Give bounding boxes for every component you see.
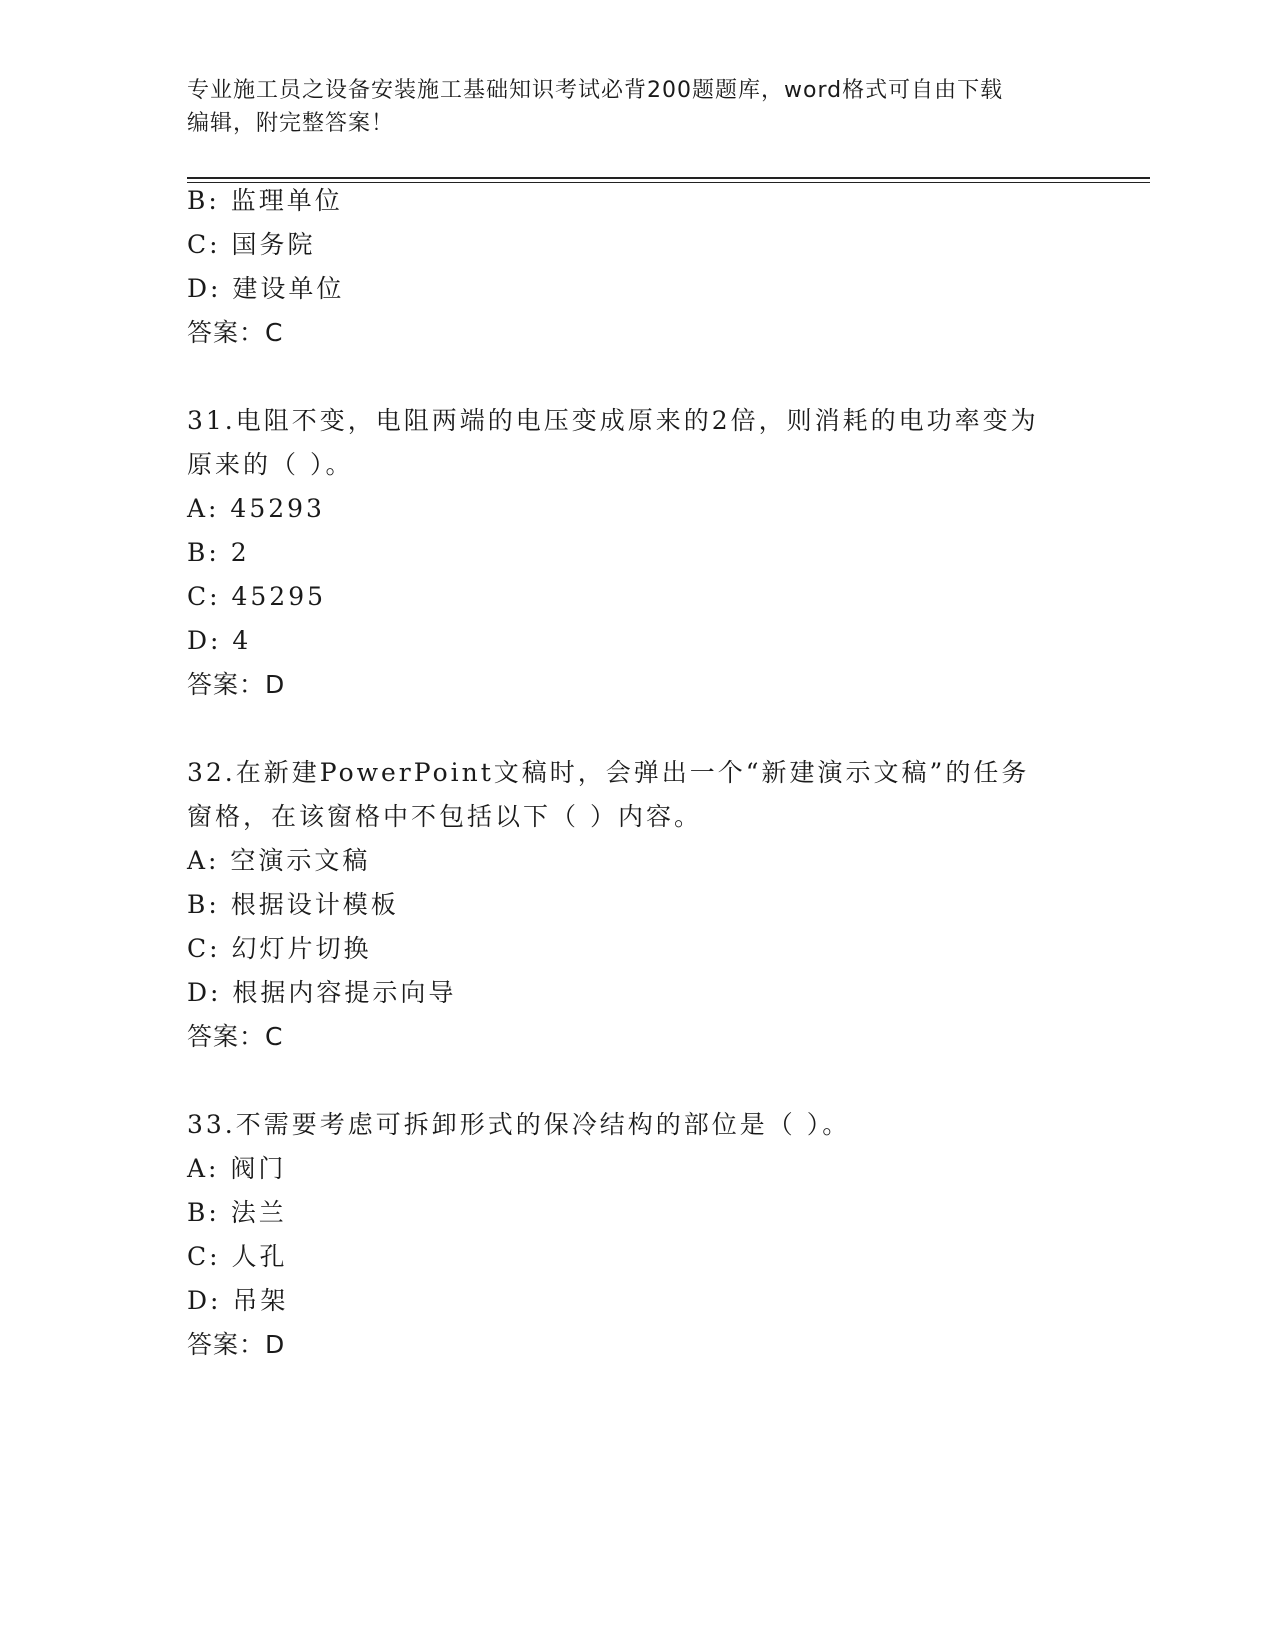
question-32-stem: 32.在新建PowerPoint文稿时，会弹出一个“新建演示文稿”的任务 <box>187 758 1030 787</box>
question-31-stem: 31.电阻不变，电阻两端的电压变成原来的2倍，则消耗的电功率变为 <box>187 406 1039 435</box>
option-b: B: 监理单位 <box>187 186 343 215</box>
option-c: C: 45295 <box>187 582 327 611</box>
option-a: A: 空演示文稿 <box>187 846 371 875</box>
answer-line: 答案：C <box>187 1022 284 1051</box>
option-d: D: 吊架 <box>187 1286 289 1315</box>
question-33-stem: 33.不需要考虑可拆卸形式的保冷结构的部位是（ ）。 <box>187 1110 851 1139</box>
answer-line: 答案：D <box>187 670 286 699</box>
option-d: D: 4 <box>187 626 252 655</box>
header-divider <box>187 177 1150 183</box>
document-header <box>187 74 1067 140</box>
option-b: B: 法兰 <box>187 1198 287 1227</box>
answer-line: 答案：D <box>187 1330 286 1359</box>
option-b: B: 2 <box>187 538 250 567</box>
header-line-1: 专业施工员之设备安装施工基础知识考试必背200题题库，word格式可自由下载 <box>187 78 1004 103</box>
answer-line: 答案：C <box>187 318 284 347</box>
question-32-stem-cont: 窗格，在该窗格中不包括以下（ ）内容。 <box>187 802 702 831</box>
option-b: B: 根据设计模板 <box>187 890 399 919</box>
option-a: A: 45293 <box>187 494 325 523</box>
option-a: A: 阀门 <box>187 1154 287 1183</box>
option-c: C: 人孔 <box>187 1242 288 1271</box>
question-31-stem-cont: 原来的（ ）。 <box>187 450 354 479</box>
header-line-2: 编辑，附完整答案！ <box>187 111 395 136</box>
option-d: D: 根据内容提示向导 <box>187 978 457 1007</box>
option-c: C: 幻灯片切换 <box>187 934 372 963</box>
option-d: D: 建设单位 <box>187 274 345 303</box>
option-c: C: 国务院 <box>187 230 316 259</box>
